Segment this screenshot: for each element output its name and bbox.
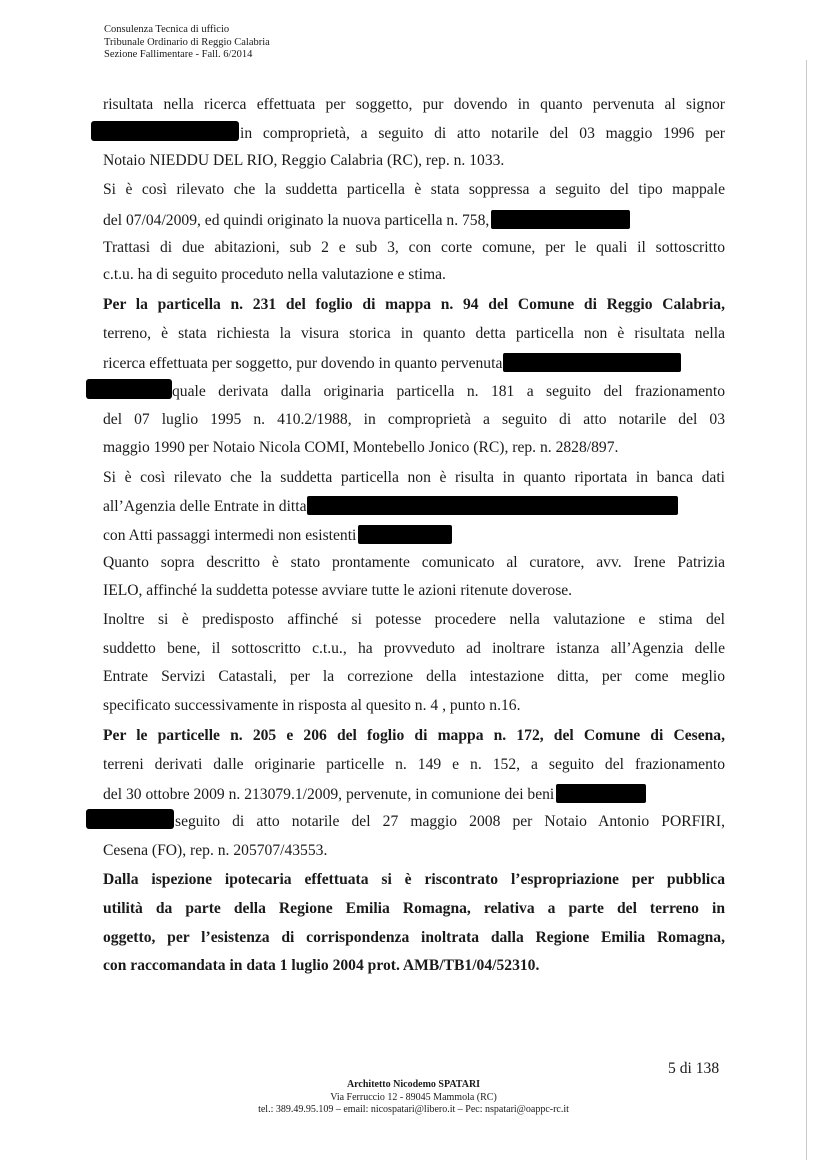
header-line-3: Sezione Fallimentare - Fall. 6/2014 [104, 49, 253, 60]
redaction-box [91, 121, 239, 141]
paragraph-line: terreno, è stata richiesta la visura storica in quanto detta particella non è risultata nella [103, 325, 725, 342]
line-text: ricerca effettuata per soggetto, pur dovendo in quanto pervenuta [103, 355, 503, 372]
bold-paragraph-line: utilità da parte della Regione Emilia Romagna, relativa a parte del terreno in [103, 900, 725, 917]
header-line-2: Tribunale Ordinario di Reggio Calabria [104, 36, 270, 48]
bold-paragraph-line: con raccomandata in data 1 luglio 2004 prot. AMB/TB1/04/52310. [103, 957, 540, 974]
redaction-box [358, 525, 452, 544]
header-line-1: Consulenza Tecnica di ufficio [104, 24, 230, 35]
paragraph-line: maggio 1990 per Notaio Nicola COMI, Montebello Jonico (RC), rep. n. 2828/897. [103, 439, 619, 456]
paragraph-line: quale derivata dalla originaria particella n. 181 a seguito del frazionamento [172, 383, 725, 400]
paragraph-line [103, 496, 725, 516]
paragraph-line [103, 784, 725, 804]
page-number: 5 di 138 [668, 1060, 720, 1077]
line-text: del 07/04/2009, ed quindi originato la nuova particella n. 758, [103, 212, 490, 229]
redaction-box [86, 379, 172, 399]
paragraph-line: IELO, affinché la suddetta potesse avviare tutte le azioni ritenute doverose. [103, 582, 573, 599]
section-heading: Per le particelle n. 205 e 206 del foglio di mappa n. 172, del Comune di Cesena, [103, 727, 725, 744]
footer-address: Via Ferruccio 12 - 89045 Mammola (RC) [330, 1091, 497, 1103]
redaction-box [556, 784, 646, 803]
paragraph-line: specificato successivamente in risposta al quesito n. 4 , punto n.16. [103, 697, 521, 714]
paragraph-line: Notaio NIEDDU DEL RIO, Reggio Calabria (RC), rep. n. 1033. [103, 152, 505, 169]
paragraph-line [103, 353, 725, 373]
paragraph-line: Si è così rilevato che la suddetta particella non è risulta in quanto riportata in banca dati [103, 469, 725, 486]
paragraph-line: in comproprietà, a seguito di atto notarile del 03 maggio 1996 per [240, 125, 725, 142]
paragraph-line: terreni derivati dalle originarie particelle n. 149 e n. 152, a seguito del frazionamento [103, 756, 725, 773]
line-text: del 30 ottobre 2009 n. 213079.1/2009, pervenute, in comunione dei beni [103, 786, 555, 803]
paragraph-line: seguito di atto notarile del 27 maggio 2008 per Notaio Antonio PORFIRI, [175, 813, 725, 830]
paragraph-line [103, 210, 725, 230]
paragraph-line: del 07 luglio 1995 n. 410.2/1988, in comproprietà a seguito di atto notarile del 03 [103, 411, 725, 428]
redaction-box [503, 353, 681, 372]
paragraph-line: Quanto sopra descritto è stato prontamente comunicato al curatore, avv. Irene Patrizia [103, 554, 725, 571]
bold-paragraph-line: Dalla ispezione ipotecaria effettuata si è riscontrato l’espropriazione per pubblica [103, 871, 725, 888]
paragraph-line: Si è così rilevato che la suddetta particella è stata soppressa a seguito del tipo mappale [103, 181, 725, 198]
redaction-box [491, 210, 630, 229]
paragraph-line: risultata nella ricerca effettuata per soggetto, pur dovendo in quanto pervenuta al signor [103, 96, 725, 113]
redaction-box [86, 809, 174, 829]
document-footer [0, 1079, 827, 1117]
footer-author: Architetto Nicodemo SPATARI [346, 1079, 481, 1090]
paragraph-line [103, 525, 725, 545]
line-text: con Atti passaggi intermedi non esistenti [103, 527, 357, 544]
bold-paragraph-line: oggetto, per l’esistenza di corrispondenza inoltrata dalla Regione Emilia Romagna, [103, 929, 725, 946]
line-text: all’Agenzia delle Entrate in ditta [103, 498, 307, 515]
paragraph-line: Trattasi di due abitazioni, sub 2 e sub 3, con corte comune, per le quali il sottoscritto [103, 239, 725, 256]
page-edge-shadow [806, 60, 807, 1160]
section-heading: Per la particella n. 231 del foglio di mappa n. 94 del Comune di Reggio Calabria, [103, 296, 725, 313]
redaction-box [307, 496, 678, 515]
paragraph-line: Inoltre si è predisposto affinché si potesse procedere nella valutazione e stima del [103, 611, 725, 628]
document-header [104, 24, 270, 62]
paragraph-line: c.t.u. ha di seguito proceduto nella valutazione e stima. [103, 266, 446, 283]
paragraph-line: suddetto bene, il sottoscritto c.t.u., ha provveduto ad inoltrare istanza all’Agenzia delle [103, 640, 725, 657]
footer-contacts: tel.: 389.49.95.109 – email: nicospatari@libero.it – Pec: nspatari@oappc-rc.it [258, 1104, 569, 1115]
paragraph-line: Cesena (FO), rep. n. 205707/43553. [103, 842, 328, 859]
paragraph-line: Entrate Servizi Catastali, per la correzione della intestazione ditta, per come meglio [103, 668, 725, 685]
